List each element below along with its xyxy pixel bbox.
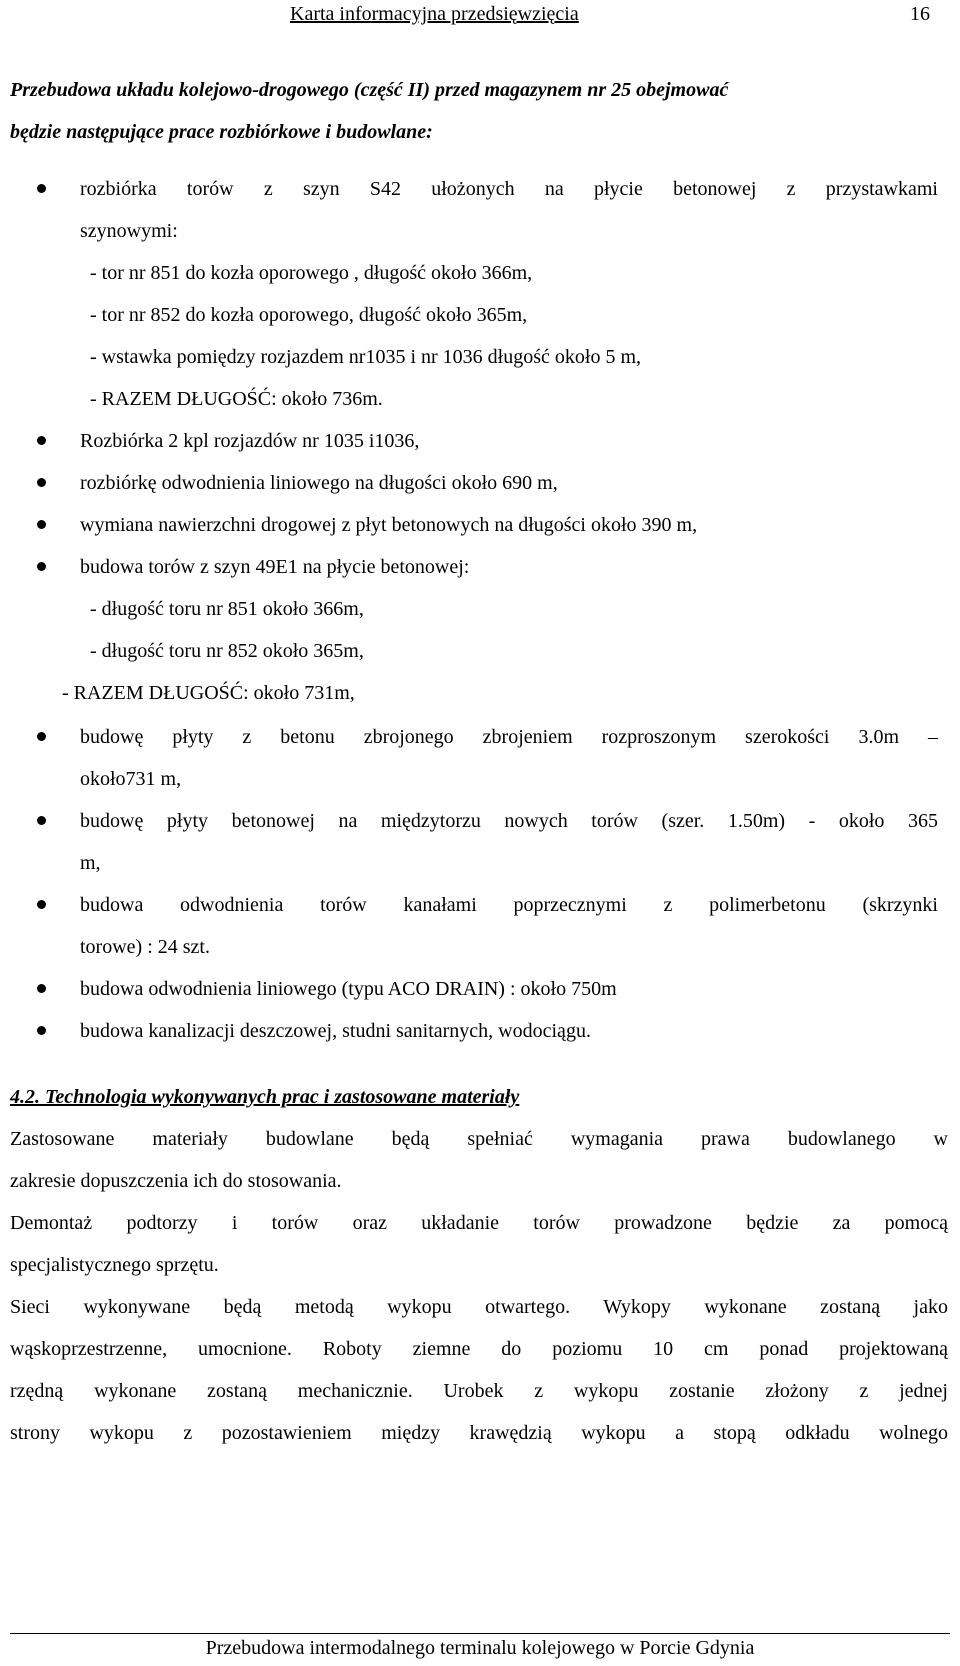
bullet-icon <box>37 732 46 741</box>
bullet-icon <box>37 436 46 445</box>
page-number: 16 <box>910 3 930 25</box>
list-item-b1-line1: rozbiórka torów z szyn S42 ułożonych na płycie betonowej z przystawkami <box>80 178 938 200</box>
list-item-b1-line2: szynowymi: <box>80 220 178 242</box>
bullet-icon <box>37 816 46 825</box>
list-item-b7-line2: m, <box>80 852 101 874</box>
sub-item-total: - RAZEM DŁUGOŚĆ: około 731m, <box>62 682 355 704</box>
list-item-b4: wymiana nawierzchni drogowej z płyt betonowych na długości około 390 m, <box>80 514 698 536</box>
list-item-b8-line2: torowe) : 24 szt. <box>80 936 210 958</box>
bullet-icon <box>37 478 46 487</box>
paragraph-3-line1: Sieci wykonywane będą metodą wykopu otwartego. Wykopy wykonane zostaną jako <box>10 1296 948 1318</box>
list-item-b7-line1: budowę płyty betonowej na międzytorzu nowych torów (szer. 1.50m) - około 365 <box>80 810 938 832</box>
sub-item: - długość toru nr 851 około 366m, <box>90 598 364 620</box>
intro-line-1: Przebudowa układu kolejowo-drogowego (część II) przed magazynem nr 25 obejmować <box>10 79 729 101</box>
paragraph-1-line2: zakresie dopuszczenia ich do stosowania. <box>10 1170 342 1192</box>
list-item-b9: budowa odwodnienia liniowego (typu ACO DRAIN) : około 750m <box>80 978 617 1000</box>
page-header <box>0 0 960 30</box>
paragraph-2-line1: Demontaż podtorzy i torów oraz układanie torów prowadzone będzie za pomocą <box>10 1212 948 1234</box>
paragraph-1-line1: Zastosowane materiały budowlane będą spełniać wymagania prawa budowlanego w <box>10 1128 948 1150</box>
sub-item: - wstawka pomiędzy rozjazdem nr1035 i nr 1036 długość około 5 m, <box>90 346 641 368</box>
intro-line-2: będzie następujące prace rozbiórkowe i budowlane: <box>10 121 433 143</box>
bullet-icon <box>37 984 46 993</box>
list-item-b6-line2: około731 m, <box>80 768 182 790</box>
section-heading <box>10 1085 519 1109</box>
section-heading-text: 4.2. Technologia wykonywanych prac i zastosowane materiały <box>10 1086 520 1108</box>
bullet-icon <box>37 900 46 909</box>
paragraph-2-line2: specjalistycznego sprzętu. <box>10 1254 219 1276</box>
paragraph-3-line4: strony wykopu z pozostawieniem między krawędzią wykopu a stopą odkładu wolnego <box>10 1422 948 1444</box>
list-item-b10: budowa kanalizacji deszczowej, studni sanitarnych, wodociągu. <box>80 1020 591 1042</box>
list-item-b8-line1: budowa odwodnienia torów kanałami poprzecznymi z polimerbetonu (skrzynki <box>80 894 938 916</box>
paragraph-3-line2: wąskoprzestrzenne, umocnione. Roboty ziemne do poziomu 10 cm ponad projektowaną <box>10 1338 948 1360</box>
page-footer: Przebudowa intermodalnego terminalu kolejowego w Porcie Gdynia <box>205 1637 755 1659</box>
sub-item: - RAZEM DŁUGOŚĆ: około 736m. <box>90 388 383 410</box>
list-item-b2: Rozbiórka 2 kpl rozjazdów nr 1035 i1036, <box>80 430 420 452</box>
sub-item: - tor nr 852 do kozła oporowego, długość około 365m, <box>90 304 528 326</box>
list-item-b6-line1: budowę płyty z betonu zbrojonego zbrojeniem rozproszonym szerokości 3.0m – <box>80 726 938 748</box>
paragraph-3-line3: rzędną wykonane zostaną mechanicznie. Urobek z wykopu zostanie złożony z jednej <box>10 1380 948 1402</box>
list-item-b3: rozbiórkę odwodnienia liniowego na długości około 690 m, <box>80 472 558 494</box>
footer-divider <box>10 1633 950 1634</box>
sub-item: - tor nr 851 do kozła oporowego , długość około 366m, <box>90 262 533 284</box>
sub-item: - długość toru nr 852 około 365m, <box>90 640 364 662</box>
header-title: Karta informacyjna przedsięwzięcia <box>290 3 579 25</box>
bullet-icon <box>37 520 46 529</box>
bullet-icon <box>37 1026 46 1035</box>
list-item-b5: budowa torów z szyn 49E1 na płycie betonowej: <box>80 556 470 578</box>
bullet-icon <box>37 562 46 571</box>
bullet-icon <box>37 184 46 193</box>
